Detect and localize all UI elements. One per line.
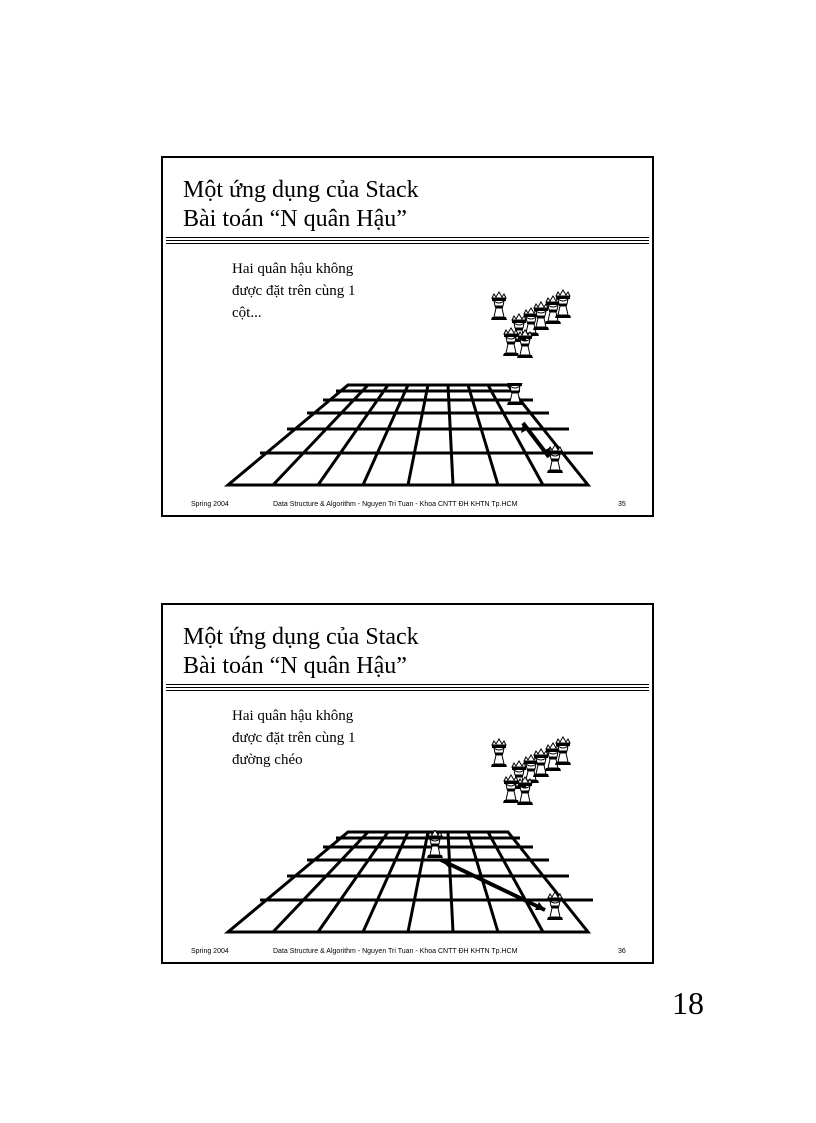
queens-stack-icon (481, 731, 581, 811)
title-divider (166, 243, 649, 244)
footer-date: Spring 2004 (191, 501, 229, 508)
footer-course: Data Structure & Algorithm - Nguyen Tri Tuan - Khoa CNTT ĐH KHTN Tp.HCM (273, 501, 518, 508)
body-line: Hai quân hậu không (232, 261, 354, 277)
chessboard (223, 383, 593, 493)
queens-stack-icon (481, 284, 581, 364)
slide-title (183, 623, 419, 681)
title-divider (166, 240, 649, 241)
chessboard (223, 830, 593, 940)
body-line: được đặt trên cùng 1 (232, 283, 356, 299)
slide-footer (163, 499, 652, 511)
slide-number: 36 (618, 948, 626, 955)
slide-body (232, 258, 412, 324)
title-divider (166, 684, 649, 685)
title-divider (166, 690, 649, 691)
slide-footer (163, 946, 652, 958)
slide-36 (161, 603, 654, 964)
footer-date: Spring 2004 (191, 948, 229, 955)
body-line: cột... (232, 305, 262, 321)
title-divider (166, 237, 649, 238)
body-line: đường chéo (232, 752, 303, 768)
title-line-1: Một ứng dụng của Stack (183, 624, 419, 650)
page-number: 18 (672, 985, 704, 1021)
slide-title (183, 176, 419, 234)
body-line: được đặt trên cùng 1 (232, 730, 356, 746)
title-line-1: Một ứng dụng của Stack (183, 177, 419, 203)
title-divider (166, 687, 649, 688)
slide-35 (161, 156, 654, 517)
title-line-2: Bài toán “N quân Hậu” (183, 206, 407, 232)
title-line-2: Bài toán “N quân Hậu” (183, 653, 407, 679)
footer-course: Data Structure & Algorithm - Nguyen Tri Tuan - Khoa CNTT ĐH KHTN Tp.HCM (273, 948, 518, 955)
slide-number: 35 (618, 501, 626, 508)
body-line: Hai quân hậu không (232, 708, 354, 724)
slide-body (232, 705, 412, 771)
